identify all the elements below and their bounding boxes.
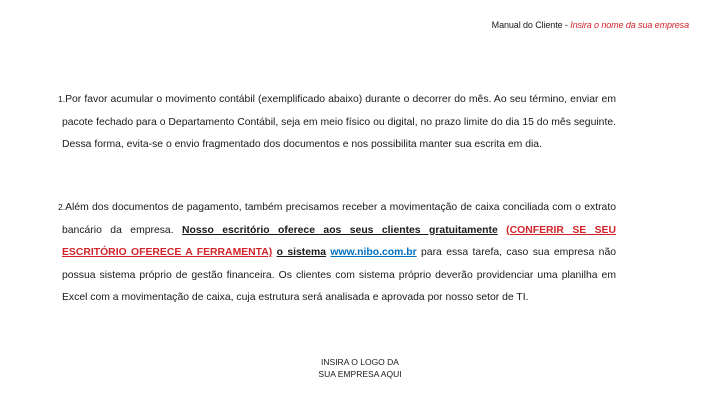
logo-placeholder-line-1: INSIRA O LOGO DA [321,357,399,367]
logo-placeholder [300,356,420,380]
paragraph-2-text-system: o sistema [276,247,327,258]
page-header [492,20,689,30]
header-brand-placeholder: Insira o nome da sua empresa [570,20,689,30]
paragraph-1 [58,88,616,157]
paragraph-2-text-c: para essa tarefa, caso sua empresa não possua sistema próprio de gestão financeira. Os clientes com sistema próprio deverão providenciar uma planilha em Excel com a movimentação de caixa, cuja estrutura será analisada e aprovada por nosso setor de TI. [62,247,617,303]
paragraph-2-text-a: Além dos documentos de pagamento, também precisamos receber a movimentação de caixa conciliada com o extrato bancário da empresa. [62,202,616,236]
paragraph-2-highlight-offer: Nosso escritório oferece aos seus clientes gratuitamente [182,224,498,236]
header-prefix: Manual do Cliente - [491,20,571,30]
paragraph-2-highlight-check: (CONFERIR SE SEU ESCRITÓRIO OFERECE A FERRAMENTA) [62,224,616,258]
paragraph-2 [58,196,617,310]
paragraph-2-number: 2. [58,202,66,212]
logo-placeholder-line-2: SUA EMPRESA AQUI [318,369,402,379]
paragraph-1-number: 1. [58,94,66,104]
paragraph-1-text: Por favor acumular o movimento contábil (exemplificado abaixo) durante o decorrer do mês. Ao seu término, enviar em pacote fechado para o Departamento Contábil, seja em meio físico ou digital, no prazo limite do dia 15 do mês seguinte. Dessa forma, evita-se o envio fragmentado dos documentos e nos possibilita manter sua escrita em dia. [62,94,616,150]
nibo-link[interactable]: www.nibo.com.br [330,247,417,258]
